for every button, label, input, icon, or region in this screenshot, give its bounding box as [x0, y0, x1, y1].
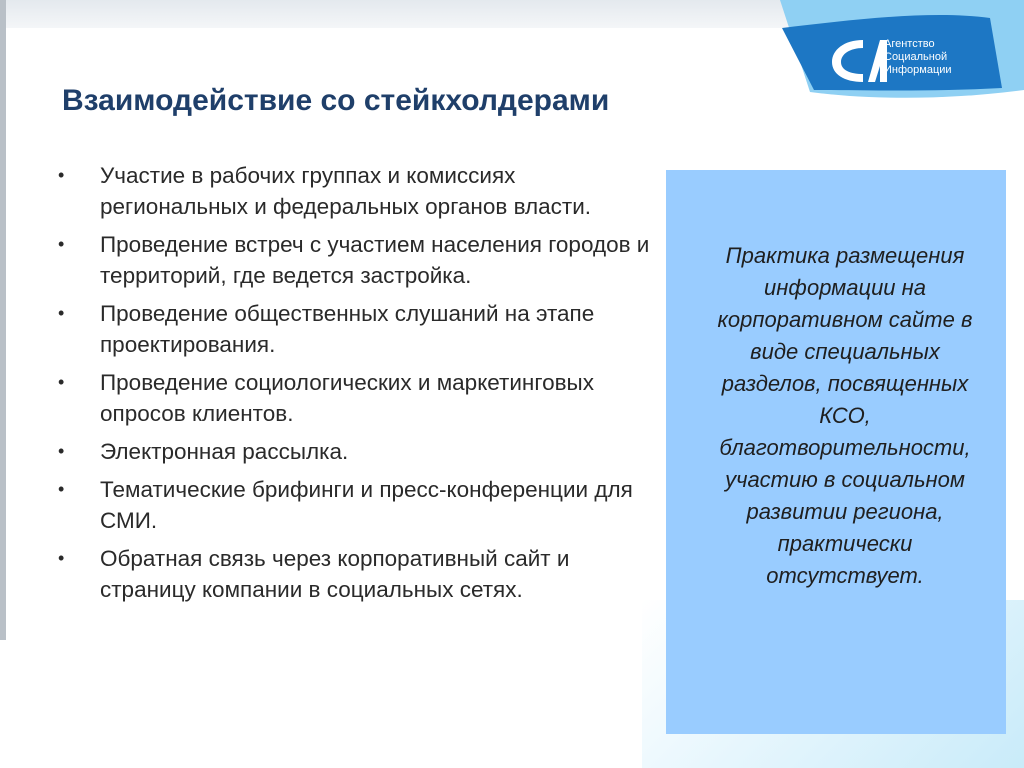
bullet-dot-icon: • — [58, 165, 65, 185]
logo-line: Социальной — [884, 51, 948, 63]
bullet-dot-icon: • — [58, 303, 65, 323]
bullet-dot-icon: • — [58, 234, 65, 254]
logo-line: Агентство — [884, 38, 935, 50]
note-line: корпоративном сайте в — [717, 307, 973, 332]
note-line: КСО, — [819, 403, 871, 428]
bullet-dot-icon: • — [58, 479, 65, 499]
note-line: отсутствует. — [766, 563, 924, 588]
left-edge-bar — [0, 0, 6, 640]
logo-line: Информации — [884, 64, 952, 76]
slide-title: Взаимодействие со стейкхолдерами — [62, 84, 610, 117]
note-line: благотворительности, — [719, 435, 971, 460]
bullet-item — [58, 436, 658, 467]
bullet-text: Обратная связь через корпоративный сайт и страницу компании в социальных сетях. — [100, 546, 570, 602]
bullet-text: Тематические брифинги и пресс-конференции для СМИ. — [100, 477, 633, 533]
logo-caption — [884, 38, 1004, 77]
bullet-text: Электронная рассылка. — [100, 439, 349, 464]
note-line: информации на — [763, 275, 926, 300]
bullet-dot-icon: • — [58, 372, 65, 392]
note-line: участию в социальном — [725, 467, 965, 492]
bullet-item — [58, 160, 658, 222]
note-line: виде специальных — [750, 339, 940, 364]
note-text — [690, 240, 1000, 592]
note-line: разделов, посвященных — [721, 371, 969, 396]
bullet-dot-icon: • — [58, 441, 65, 461]
bullet-item — [58, 229, 658, 291]
note-line: развитии региона, — [746, 499, 944, 524]
bullet-list — [58, 160, 658, 612]
bullet-text: Проведение встреч с участием населения городов и территорий, где ведется застройка. — [100, 232, 650, 288]
note-line: Практика размещения — [725, 243, 965, 268]
bullet-item — [58, 298, 658, 360]
bullet-item — [58, 367, 658, 429]
note-line: практически — [777, 531, 913, 556]
bullet-dot-icon: • — [58, 548, 65, 568]
bullet-item — [58, 543, 658, 605]
bullet-text: Участие в рабочих группах и комиссиях региональных и федеральных органов власти. — [100, 163, 592, 219]
bullet-text: Проведение общественных слушаний на этапе проектирования. — [100, 301, 595, 357]
bullet-text: Проведение социологических и маркетинговых опросов клиентов. — [100, 370, 594, 426]
bullet-item — [58, 474, 658, 536]
